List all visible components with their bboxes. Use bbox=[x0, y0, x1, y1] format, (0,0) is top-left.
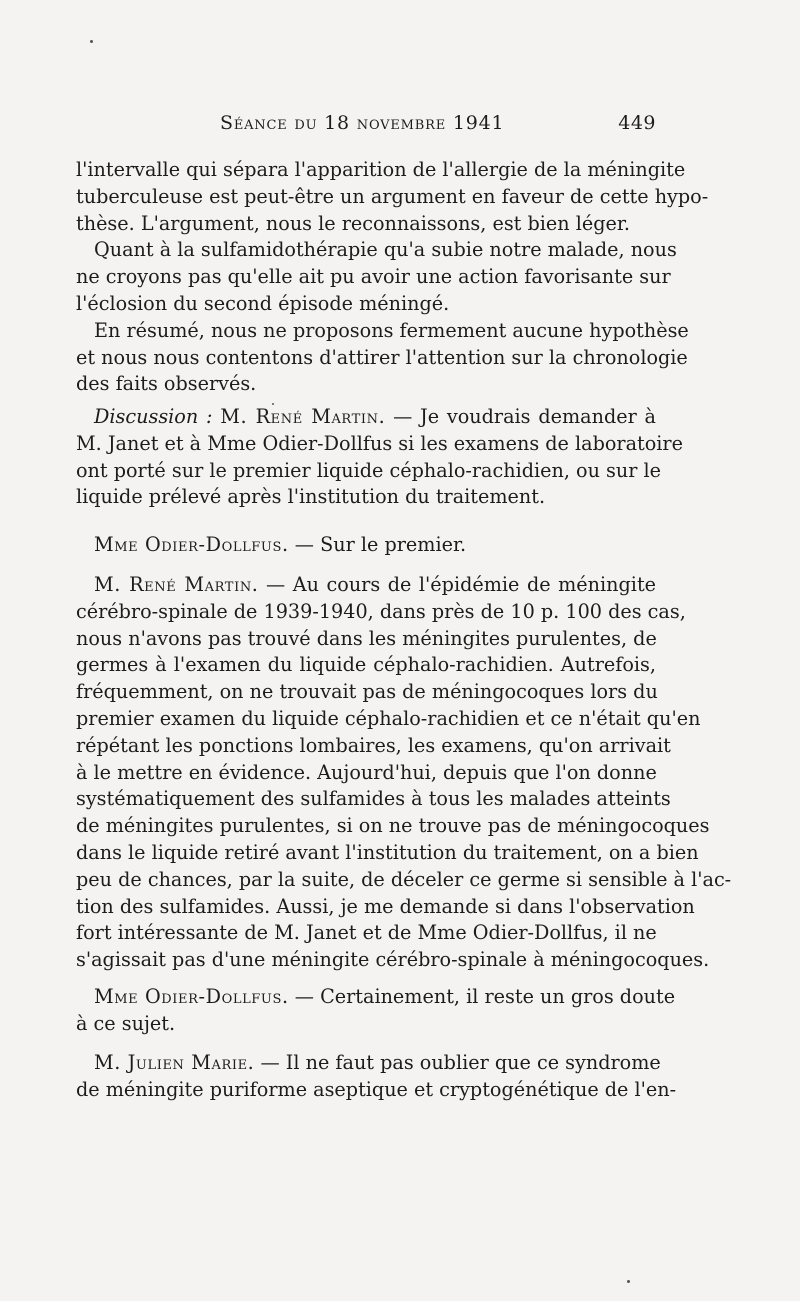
text-line: systématiquement des sulfamides à tous les malades atteints bbox=[76, 787, 671, 811]
text-line: à ce sujet. bbox=[76, 1011, 176, 1035]
reply-paragraph bbox=[76, 572, 732, 974]
speaker-name: M. René Martin. bbox=[94, 573, 259, 596]
text-line: nous n'avons pas trouvé dans les méningites purulentes, de bbox=[76, 626, 657, 650]
speech-text: — Sur le premier. bbox=[294, 533, 467, 556]
text-line: fréquemment, on ne trouvait pas de méningocoques lors du bbox=[76, 680, 658, 704]
text-line bbox=[76, 404, 656, 431]
text-line: à le mettre en évidence. Aujourd'hui, depuis que l'on donne bbox=[76, 760, 657, 784]
text-line bbox=[76, 572, 656, 599]
discussion-label: Discussion : bbox=[94, 405, 213, 428]
scan-speck bbox=[272, 403, 274, 405]
scan-speck bbox=[627, 1280, 630, 1283]
speech-text: — Je voudrais demander à bbox=[393, 405, 656, 428]
text-line: germes à l'examen du liquide céphalo-rachidien. Autrefois, bbox=[76, 653, 656, 677]
text-line: tuberculeuse est peut-être un argument en faveur de cette hypo- bbox=[76, 184, 709, 208]
text-line: de méningite puriforme aseptique et cryptogénétique de l'en- bbox=[76, 1077, 677, 1101]
text-line: liquide prélevé après l'institution du traitement. bbox=[76, 485, 546, 509]
body-text-intro bbox=[76, 157, 709, 398]
text-line bbox=[76, 984, 676, 1011]
text-line: de méningites purulentes, si on ne trouve pas de méningocoques bbox=[76, 814, 710, 838]
running-header bbox=[76, 112, 656, 142]
speaker-name: Mme Odier-Dollfus. bbox=[94, 533, 289, 556]
text-line: peu de chances, par la suite, de déceler ce germe si sensible à l'ac- bbox=[76, 867, 732, 891]
text-line: répétant les ponctions lombaires, les examens, qu'on arrivait bbox=[76, 733, 671, 757]
running-title: Séance du 18 novembre 1941 bbox=[220, 112, 505, 134]
speaker-name: M. Julien Marie. bbox=[94, 1051, 255, 1074]
text-line: En résumé, nous ne proposons fermement aucune hypothèse bbox=[94, 318, 689, 342]
text-line bbox=[76, 532, 656, 559]
page-number: 449 bbox=[618, 112, 656, 134]
text-line: tion des sulfamides. Aussi, je me demande si dans l'observation bbox=[76, 894, 695, 918]
text-line: ont porté sur le premier liquide céphalo-rachidien, ou sur le bbox=[76, 458, 662, 482]
text-line: fort intéressante de M. Janet et de Mme Odier-Dollfus, il ne bbox=[76, 921, 657, 945]
text-line: l'intervalle qui sépara l'apparition de l'allergie de la méningite bbox=[76, 158, 686, 181]
text-line: premier examen du liquide céphalo-rachidien et ce n'était qu'en bbox=[76, 706, 701, 730]
speech-text: — Au cours de l'épidémie de méningite bbox=[266, 573, 657, 596]
reply-paragraph bbox=[76, 532, 656, 559]
text-line: et nous nous contentons d'attirer l'attention sur la chronologie bbox=[76, 345, 688, 369]
speaker-name: Mme Odier-Dollfus. bbox=[94, 985, 289, 1008]
text-line: s'agissait pas d'une méningite cérébro-spinale à méningocoques. bbox=[76, 948, 710, 972]
speech-text: — Il ne faut pas oublier que ce syndrome bbox=[260, 1051, 661, 1074]
text-line: thèse. L'argument, nous le reconnaissons, est bien léger. bbox=[76, 211, 631, 235]
scan-speck bbox=[90, 40, 93, 43]
speech-text: — Certainement, il reste un gros doute bbox=[294, 985, 676, 1008]
text-line: cérébro-spinale de 1939-1940, dans près de 10 p. 100 des cas, bbox=[76, 599, 686, 623]
text-line: l'éclosion du second épisode méningé. bbox=[76, 291, 450, 315]
discussion-paragraph bbox=[76, 404, 683, 511]
text-line: M. Janet et à Mme Odier-Dollfus si les examens de laboratoire bbox=[76, 431, 683, 455]
reply-paragraph bbox=[76, 984, 676, 1038]
text-line: ne croyons pas qu'elle ait pu avoir une action favorisante sur bbox=[76, 265, 671, 289]
speaker-name: M. René Martin. bbox=[220, 405, 386, 428]
text-line: des faits observés. bbox=[76, 372, 257, 396]
reply-paragraph bbox=[76, 1050, 677, 1104]
text-line: dans le liquide retiré avant l'institution du traitement, on a bien bbox=[76, 840, 699, 864]
text-line bbox=[76, 1050, 661, 1077]
text-line: Quant à la sulfamidothérapie qu'a subie notre malade, nous bbox=[94, 238, 677, 262]
